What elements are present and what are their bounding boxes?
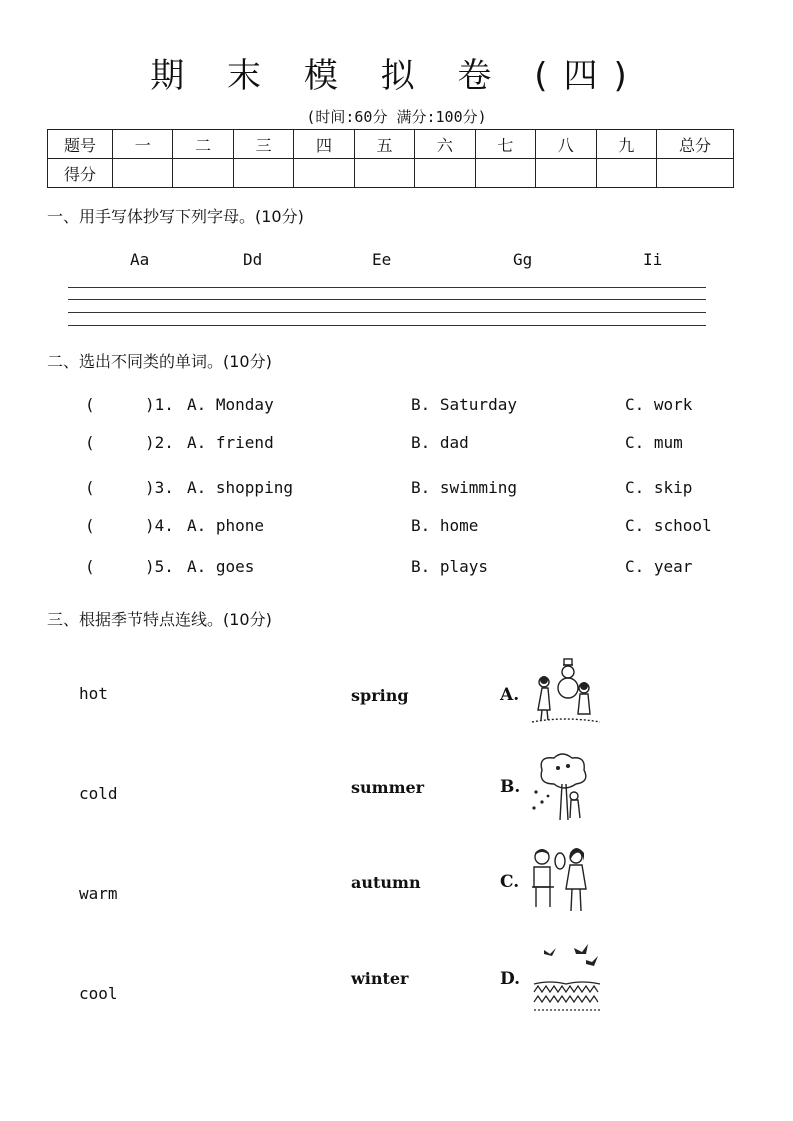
score-blank[interactable]	[415, 159, 475, 188]
score-blank[interactable]	[113, 159, 173, 188]
picture-label: B.	[500, 777, 521, 797]
score-blank[interactable]	[536, 159, 596, 188]
option-a: A. friend	[187, 433, 274, 452]
answer-paren[interactable]: (	[85, 433, 95, 452]
option-a: A. phone	[187, 516, 265, 535]
option-a: A. goes	[187, 557, 255, 576]
score-row-label: 得分	[48, 159, 113, 188]
question-number: )3.	[145, 478, 174, 497]
letter-pair: Ii	[643, 250, 663, 269]
score-cell: 四	[294, 130, 354, 159]
option-c: C. work	[625, 395, 693, 414]
score-cell: 题号	[48, 130, 113, 159]
score-blank[interactable]	[657, 159, 734, 188]
question-number: )5.	[145, 557, 174, 576]
score-cell: 三	[233, 130, 293, 159]
score-cell: 七	[475, 130, 535, 159]
letter-pair: Ee	[372, 250, 392, 269]
score-blank[interactable]	[596, 159, 657, 188]
writing-line[interactable]	[68, 312, 706, 313]
score-table	[47, 129, 734, 188]
option-b: B. home	[411, 516, 479, 535]
question-number: )4.	[145, 516, 174, 535]
score-table-score-row	[48, 159, 734, 188]
season-item[interactable]: autumn	[351, 873, 421, 892]
letter-pair: Aa	[130, 250, 150, 269]
option-b: B. plays	[411, 557, 489, 576]
picture-label: D.	[500, 969, 521, 989]
score-cell: 总分	[657, 130, 734, 159]
option-a: A. shopping	[187, 478, 293, 497]
word-item[interactable]: cold	[79, 784, 118, 803]
writing-line[interactable]	[68, 299, 706, 300]
score-blank[interactable]	[475, 159, 535, 188]
snowman-kids-picture[interactable]	[528, 658, 602, 730]
score-blank[interactable]	[294, 159, 354, 188]
score-blank[interactable]	[173, 159, 233, 188]
score-cell: 九	[596, 130, 657, 159]
section1-heading: 一、用手写体抄写下列字母。(10分)	[47, 207, 304, 226]
option-b: B. dad	[411, 433, 469, 452]
score-cell: 六	[415, 130, 475, 159]
score-cell: 二	[173, 130, 233, 159]
spring-birds-picture[interactable]	[530, 940, 604, 1012]
summer-people-picture[interactable]	[526, 845, 600, 917]
answer-paren[interactable]: (	[85, 557, 95, 576]
section3-heading: 三、根据季节特点连线。(10分)	[47, 610, 272, 629]
question-number: )2.	[145, 433, 174, 452]
season-item[interactable]: winter	[351, 969, 409, 988]
option-c: C. school	[625, 516, 712, 535]
word-item[interactable]: hot	[79, 684, 108, 703]
exam-info: (时间:60分 满分:100分)	[306, 108, 487, 126]
option-b: B. swimming	[411, 478, 517, 497]
writing-line[interactable]	[68, 325, 706, 326]
answer-paren[interactable]: (	[85, 516, 95, 535]
word-item[interactable]: warm	[79, 884, 118, 903]
picture-label: A.	[500, 685, 520, 705]
option-c: C. skip	[625, 478, 693, 497]
section2-heading: 二、选出不同类的单词。(10分)	[47, 352, 272, 371]
page-title: 期 末 模 拟 卷 (四)	[150, 56, 643, 96]
option-a: A. Monday	[187, 395, 274, 414]
question-number: )1.	[145, 395, 174, 414]
letter-pair: Gg	[513, 250, 533, 269]
score-cell: 五	[354, 130, 414, 159]
word-item[interactable]: cool	[79, 984, 118, 1003]
letter-pair: Dd	[243, 250, 263, 269]
writing-line[interactable]	[68, 287, 706, 288]
option-b: B. Saturday	[411, 395, 517, 414]
season-item[interactable]: summer	[351, 778, 425, 797]
score-blank[interactable]	[233, 159, 293, 188]
option-c: C. mum	[625, 433, 683, 452]
score-blank[interactable]	[354, 159, 414, 188]
option-c: C. year	[625, 557, 693, 576]
season-item[interactable]: spring	[351, 686, 409, 705]
answer-paren[interactable]: (	[85, 395, 95, 414]
score-table-header-row	[48, 130, 734, 159]
score-cell: 八	[536, 130, 596, 159]
score-cell: 一	[113, 130, 173, 159]
answer-paren[interactable]: (	[85, 478, 95, 497]
autumn-tree-picture[interactable]	[528, 752, 602, 824]
picture-label: C.	[500, 872, 520, 892]
